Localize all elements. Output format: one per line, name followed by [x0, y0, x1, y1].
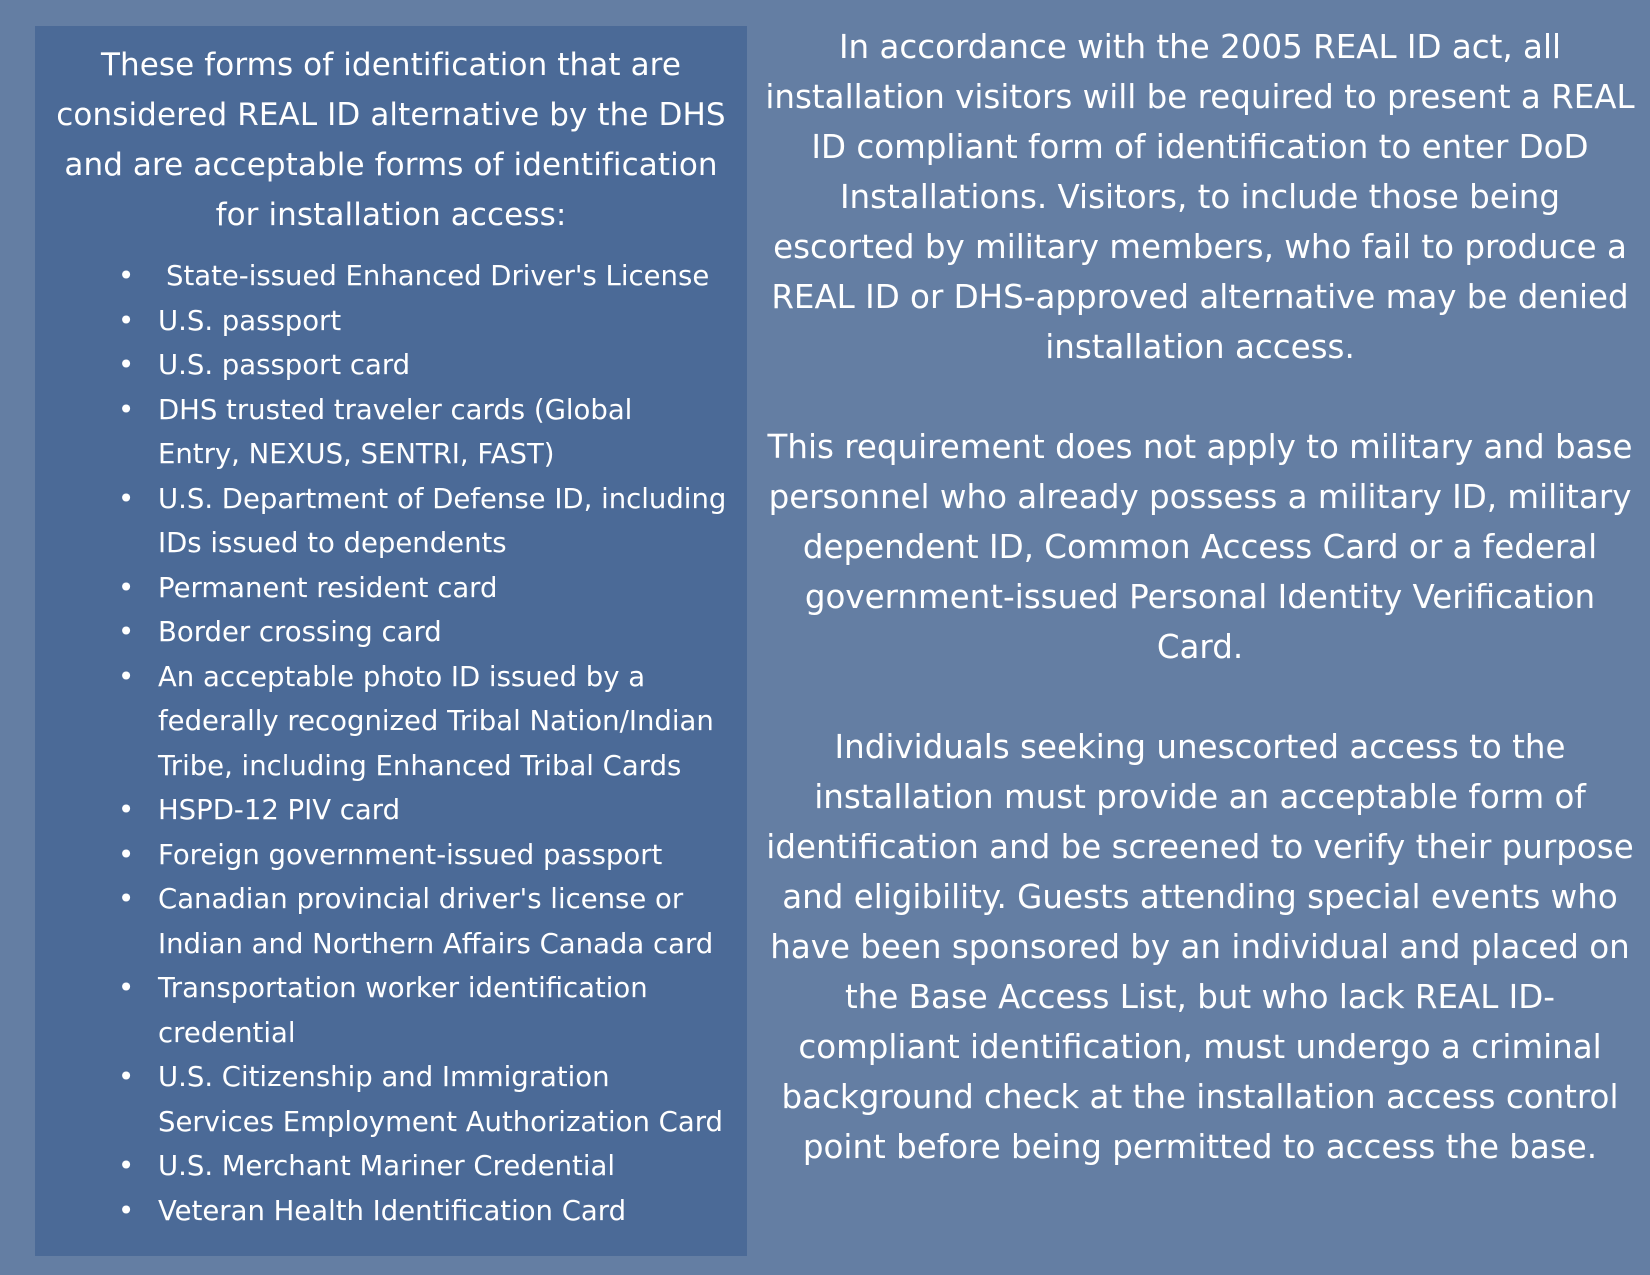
list-item: • U.S. Citizenship and Immigration Services Employment Authorization Card — [158, 1055, 733, 1144]
real-id-act-paragraph: In accordance with the 2005 REAL ID act, all installation visitors will be required to present a REAL ID compliant form of identification to enter DoD Installations. Visitors, to include those being escorted by military members, who fail to produce a REAL ID or DHS-approved alternative may be denied installation access. — [765, 28, 1635, 366]
list-item: • Permanent resident card — [158, 566, 739, 611]
list-item: • HSPD-12 PIV card — [158, 788, 739, 833]
acceptable-id-panel — [35, 26, 747, 1256]
list-item: • Canadian provincial driver's license or Indian and Northern Affairs Canada card — [158, 877, 733, 966]
unescorted-access-paragraph: Individuals seeking unescorted access to the installation must provide an acceptable form of identification and be screened to verify their purpose and eligibility. Guests attending special events who have been sponsored by an individual and placed on the Base Access List, but who lack REAL ID-compliant identification, must undergo a criminal background check at the installation access control point before being permitted to access the base. — [766, 728, 1634, 1166]
list-item: • U.S. passport — [158, 299, 739, 344]
real-id-requirements-text — [765, 22, 1635, 1172]
list-item: • U.S. passport card — [158, 343, 739, 388]
list-item: • An acceptable photo ID issued by a federally recognized Tribal Nation/Indian Tribe, including Enhanced Tribal Cards — [158, 655, 733, 789]
exemption-paragraph: This requirement does not apply to military and base personnel who already possess a military ID, military dependent ID, Common Access Card or a federal government-issued Personal Identity Verification Card. — [767, 428, 1633, 666]
list-item: • DHS trusted traveler cards (Global Entry, NEXUS, SENTRI, FAST) — [158, 388, 678, 477]
list-item: • State-issued Enhanced Driver's License — [158, 254, 739, 299]
list-item: • U.S. Department of Defense ID, including IDs issued to dependents — [158, 477, 733, 566]
list-item: • Foreign government-issued passport — [158, 833, 739, 878]
acceptable-id-list — [43, 254, 739, 1233]
list-item: • Transportation worker identification credential — [158, 966, 678, 1055]
list-item: • U.S. Merchant Mariner Credential — [158, 1144, 739, 1189]
panel-intro-text: These forms of identification that are considered REAL ID alternative by the DHS and are acceptable forms of identification for installation access: — [56, 47, 726, 233]
list-item: • Border crossing card — [158, 610, 739, 655]
list-item: • Veteran Health Identification Card — [158, 1189, 739, 1234]
